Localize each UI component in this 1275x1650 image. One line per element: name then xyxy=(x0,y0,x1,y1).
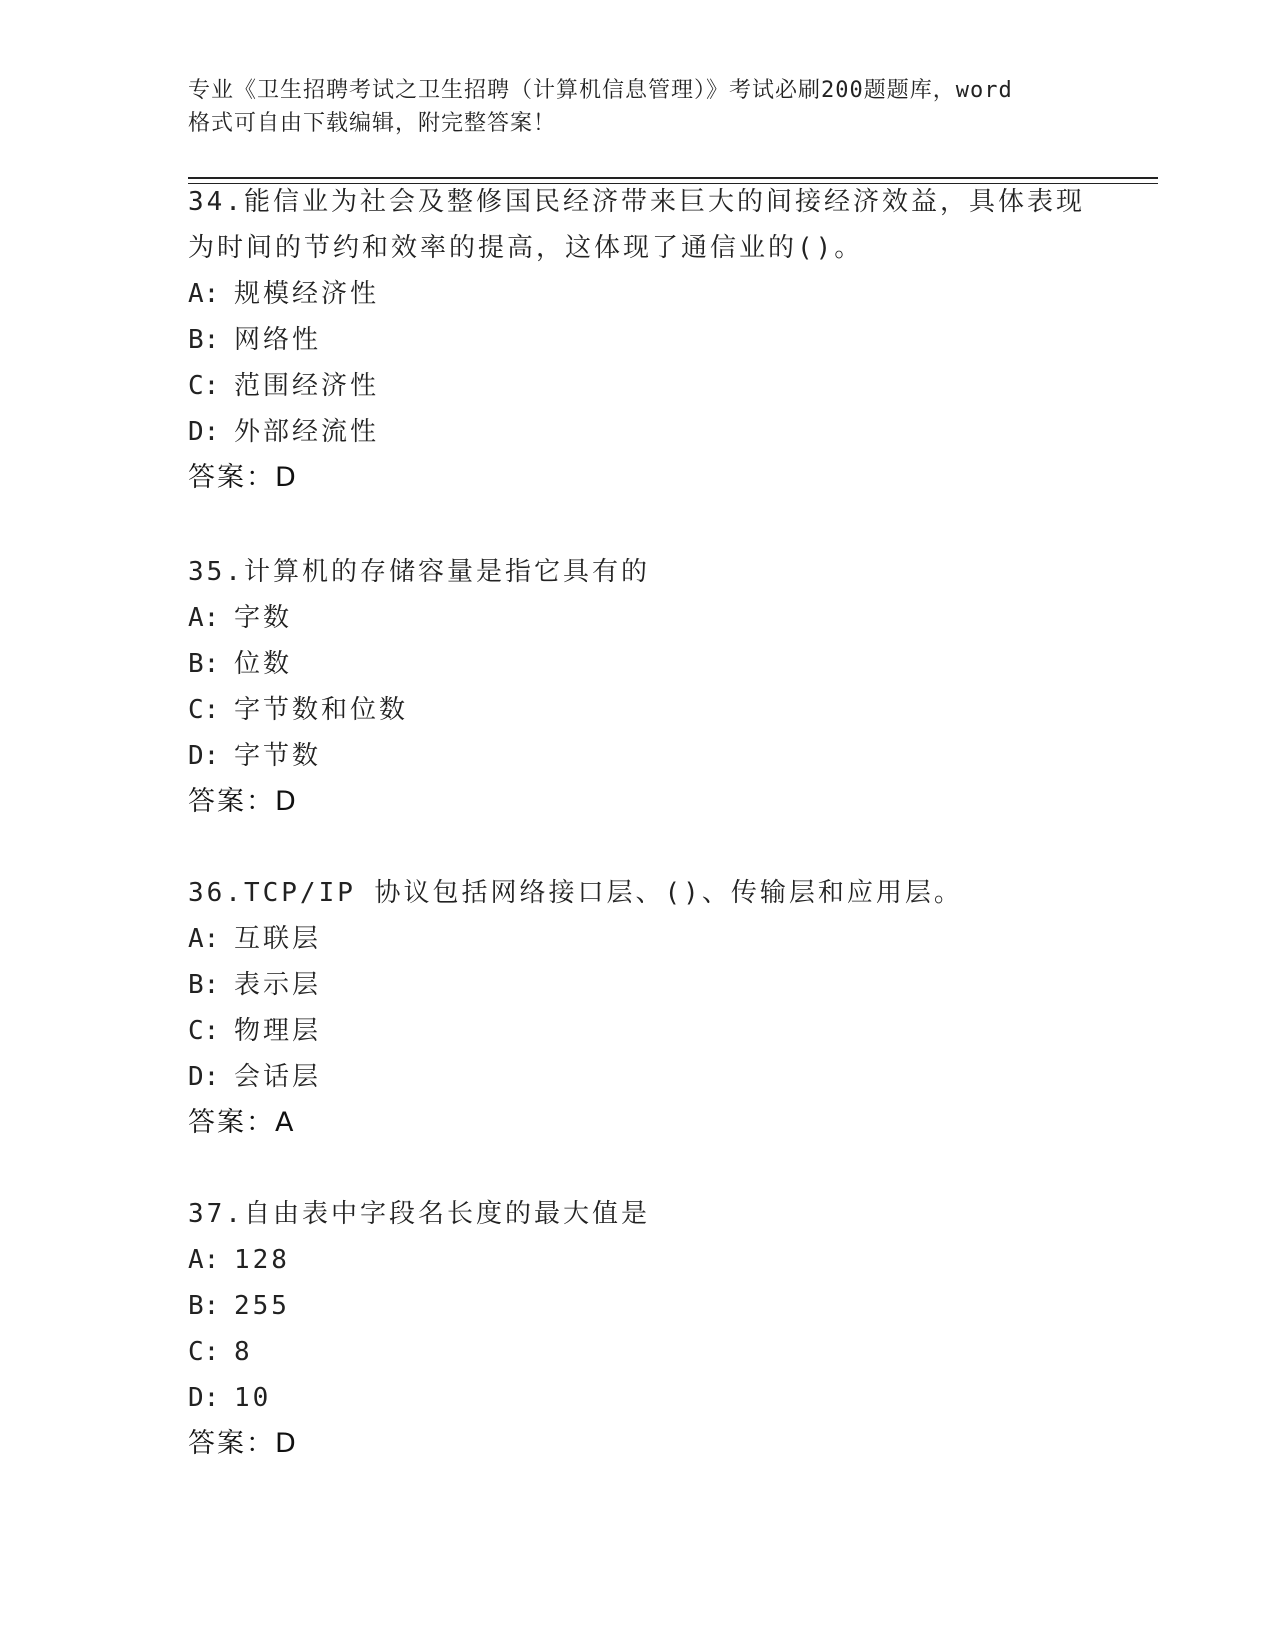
option-d xyxy=(188,1054,1108,1100)
option-c xyxy=(188,1008,1108,1054)
option-text: 物理层 xyxy=(234,1016,322,1046)
option-letter: A: xyxy=(188,924,220,954)
option-a xyxy=(188,1237,1108,1283)
option-letter: D: xyxy=(188,417,220,447)
header-line-1: 专业《卫生招聘考试之卫生招聘（计算机信息管理）》考试必刷200题题库，word xyxy=(188,78,1013,103)
option-text: 互联层 xyxy=(234,924,322,954)
option-text: 规模经济性 xyxy=(234,279,380,309)
option-letter: C: xyxy=(188,1337,220,1367)
option-letter: A: xyxy=(188,1245,220,1275)
option-text: 表示层 xyxy=(234,970,322,1000)
option-d xyxy=(188,733,1108,779)
option-a xyxy=(188,916,1108,962)
option-letter: B: xyxy=(188,649,220,679)
option-letter: A: xyxy=(188,603,220,633)
option-text: 外部经流性 xyxy=(234,417,380,447)
option-letter: D: xyxy=(188,1383,220,1413)
option-a xyxy=(188,271,1108,317)
option-letter: A: xyxy=(188,279,220,309)
option-text: 字节数 xyxy=(234,741,322,771)
answer-line: 答案：D xyxy=(188,462,298,493)
option-text: 8 xyxy=(234,1337,253,1367)
question-37 xyxy=(188,1191,1108,1467)
option-text: 范围经济性 xyxy=(234,371,380,401)
question-34 xyxy=(188,179,1108,501)
document-header xyxy=(188,74,1088,140)
question-text-line: 34.能信业为社会及整修国民经济带来巨大的间接经济效益，具体表现 xyxy=(188,187,1085,217)
option-d xyxy=(188,1375,1108,1421)
option-letter: B: xyxy=(188,970,220,1000)
option-letter: D: xyxy=(188,741,220,771)
option-text: 位数 xyxy=(234,649,293,679)
option-b xyxy=(188,1283,1108,1329)
option-text: 255 xyxy=(234,1291,290,1321)
question-text-line: 35.计算机的存储容量是指它具有的 xyxy=(188,557,650,587)
answer-line: 答案：D xyxy=(188,786,298,817)
option-letter: C: xyxy=(188,1016,220,1046)
option-b xyxy=(188,641,1108,687)
option-c xyxy=(188,363,1108,409)
option-b xyxy=(188,317,1108,363)
question-text-line: 37.自由表中字段名长度的最大值是 xyxy=(188,1199,650,1229)
option-letter: C: xyxy=(188,371,220,401)
question-text-line: 36.TCP/IP 协议包括网络接口层、()、传输层和应用层。 xyxy=(188,878,963,908)
option-text: 字节数和位数 xyxy=(234,695,409,725)
option-d xyxy=(188,409,1108,455)
option-b xyxy=(188,962,1108,1008)
option-text: 字数 xyxy=(234,603,293,633)
option-text: 128 xyxy=(234,1245,290,1275)
option-text: 10 xyxy=(234,1383,272,1413)
option-letter: C: xyxy=(188,695,220,725)
option-letter: B: xyxy=(188,1291,220,1321)
option-c xyxy=(188,1329,1108,1375)
option-letter: B: xyxy=(188,325,220,355)
header-line-2: 格式可自由下载编辑，附完整答案！ xyxy=(188,111,557,136)
question-text-line: 为时间的节约和效率的提高，这体现了通信业的()。 xyxy=(188,233,864,263)
option-c xyxy=(188,687,1108,733)
option-a xyxy=(188,595,1108,641)
question-36 xyxy=(188,870,1108,1146)
answer-line: 答案：D xyxy=(188,1428,298,1459)
option-text: 会话层 xyxy=(234,1062,322,1092)
question-35 xyxy=(188,549,1108,825)
answer-line: 答案：A xyxy=(188,1107,296,1138)
option-letter: D: xyxy=(188,1062,220,1092)
option-text: 网络性 xyxy=(234,325,322,355)
